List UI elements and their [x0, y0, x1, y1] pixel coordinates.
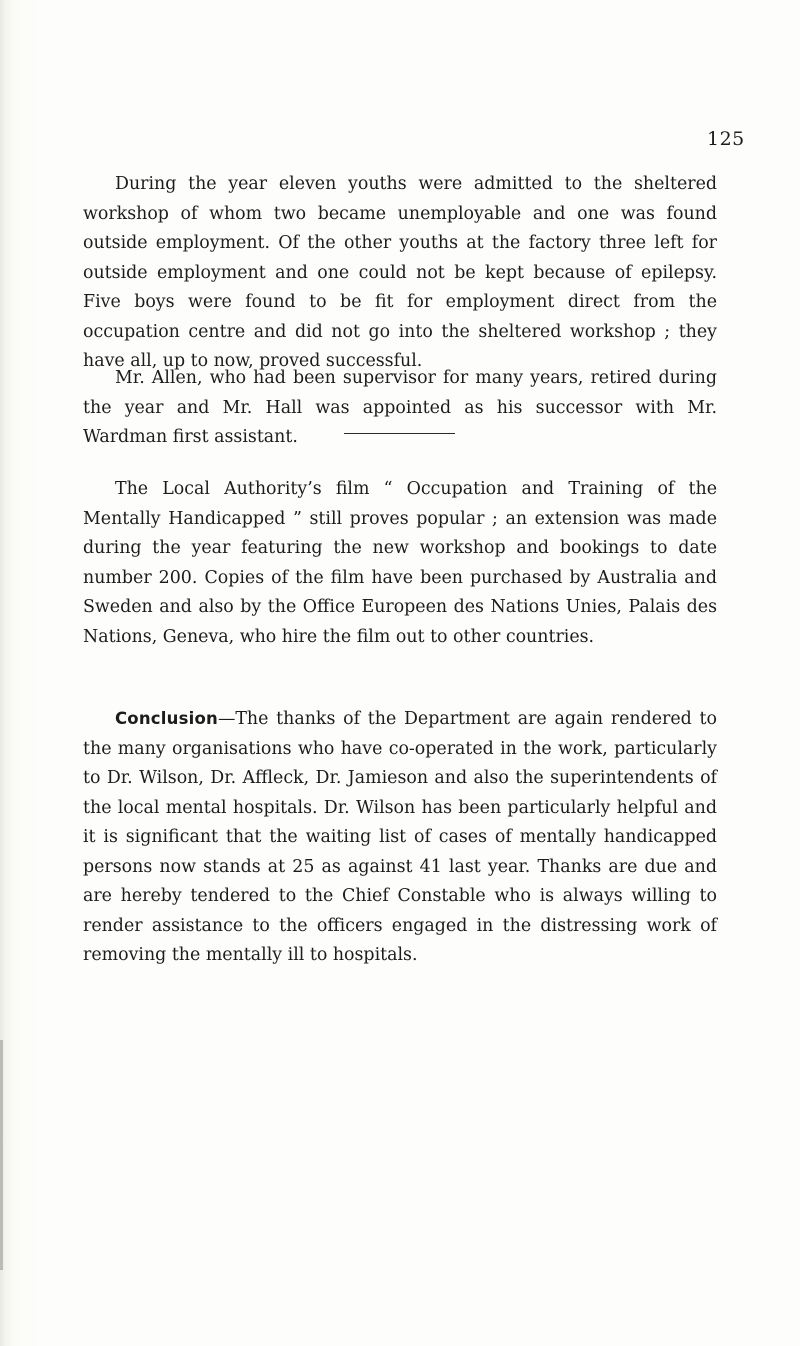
paragraph-text: The Local Authority’s film “ Occupation and Training of the Mentally Handicapped ” still proves popular ; an extension was made during the year featuring the new workshop and bookings to date number 200. Copies of the film have been purchased by Australia and Sweden and also by the Office Europeen des Nations Unies, Palais des Nations, Geneva, who hire the film out to other countries.: [83, 479, 717, 647]
section-divider: [344, 433, 455, 434]
paragraph-supervisor: [83, 364, 717, 453]
conclusion-heading: Conclusion: [115, 709, 218, 728]
paragraph-text: During the year eleven youths were admitted to the sheltered workshop of whom two became unemployable and one was found outside employment. Of the other youths at the factory three left for outside employment and one could not be kept because of epilepsy. Five boys were found to be fit for employment direct from the occupation centre and did not go into the sheltered workshop ; they have all, up to now, proved successful.: [83, 174, 717, 371]
scan-edge-shadow: [0, 1040, 3, 1270]
paragraph-conclusion: [83, 704, 717, 971]
page-number: 125: [707, 128, 745, 150]
paragraph-text: —The thanks of the Department are again rendered to the many organisations who have co-operated in the work, particularly to Dr. Wilson, Dr. Affleck, Dr. Jamieson and also the superintendents of the local mental hospitals. Dr. Wilson has been particularly helpful and it is significant that the waiting list of cases of mentally handicapped persons now stands at 25 as against 41 last year. Thanks are due and are hereby tendered to the Chief Constable who is always willing to render assistance to the officers engaged in the distressing work of removing the mentally ill to hospitals.: [83, 709, 717, 965]
paragraph-sheltered-workshop: [83, 170, 717, 377]
paragraph-text: Mr. Allen, who had been supervisor for many years, retired during the year and Mr. Hall was appointed as his successor with Mr. Wardman first assistant.: [83, 368, 717, 447]
paragraph-film: [83, 475, 717, 652]
